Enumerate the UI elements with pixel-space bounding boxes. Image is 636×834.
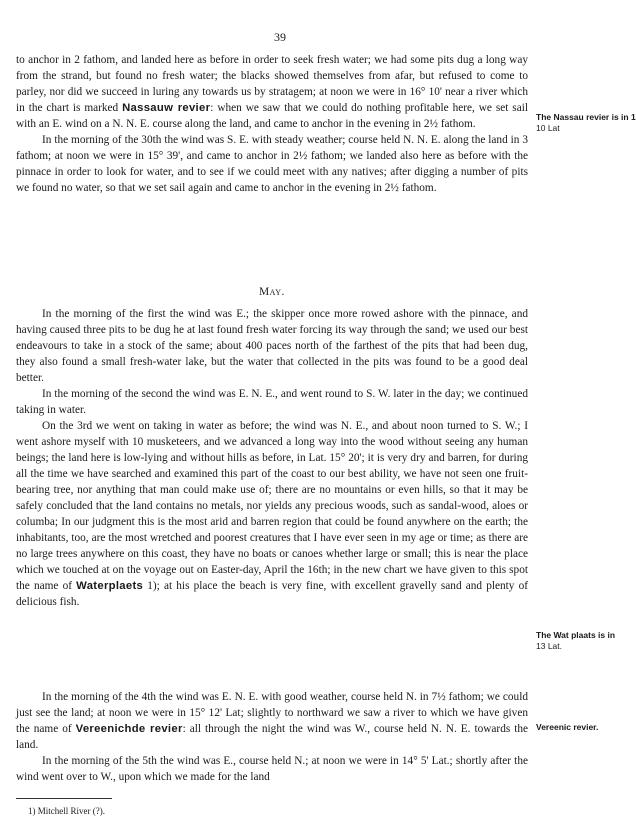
margin-note-waterplaats: The Wat plaats is in 13 Lat. [536, 630, 616, 651]
paragraph-4: In the morning of the second the wind was E. N. E., and went round to S. W. later in the day; we continued taking in water. [16, 388, 528, 416]
paragraph-7: In the morning of the 5th the wind was E., course held N.; at noon we were in 14° 5' Lat.; shortly after the wind went over to W., upon which we made for the land [16, 755, 528, 783]
paragraph-2: In the morning of the 30th the wind was S. E. with steady weather; course held N. N. E. along the land in 3 fathom; at noon we were in 15° 39', and came to anchor in 2½ fathom; we landed also here as before with the pinnace in order to look for water, and to see if we could meet with any natives; after digging a number of pits we found no water, so that we set sail again and came to anchor in the evening in 2½ fathom. [16, 134, 528, 194]
footnote: 1) Mitchell River (?). [28, 806, 105, 816]
paragraph-5: On the 3rd we went on taking in water as before; the wind was N. E., and about noon turned to S. W.; I went ashore myself with 10 musketeers, and we advanced a long way into the wood without seeing any human beings; the land here is low-lying and without hills as before, in Lat. 15° 20'; it is very dry and barren, for during all the time we have searched and examined this part of the coast to our best ability, we have not seen one fruit-bearing tree, nor anything that man could make use of; there are no mountains or even hills, so that it may be safely concluded that the land contains no metals, nor yields any precious woods, such as sandal-wood, aloes or columba; In our judgment this is the most arid and barren region that could be found anywhere on the earth; the inhabitants, too, are the most wretched and poorest creatures that I have ever seen in my age or time; as there are no large trees anywhere on this coast, they have no boats or canoes whether large or small; this is near the place which we touched at on the voyage out on Easter-day, April the 16th; in the new chart we have given to this spot the name of Waterplaets 1); at his place the beach is very fine, with excellent gravelly sand and plenty of delicious fish. [16, 420, 529, 608]
paragraph-1: to anchor in 2 fathom, and landed here as before in order to seek fresh water; we had some pits dug a long way from the strand, but found no fresh water; the blacks showed themselves from afar, but refused to come to parley, nor did we succeed in luring any towards us by stratagem; at noon we were in 16° 10' near a river which in the chart is marked Nassauw revier: when we saw that we could do nothing profitable here, we set sail with an E. wind on a N. N. E. course along the land, and came to anchor in the evening in 2½ fathom. [16, 54, 528, 130]
text-block-may [16, 306, 528, 610]
text-block-top [16, 52, 528, 196]
footnote-rule [16, 798, 112, 799]
place-name-vereenichde: Vereenichde revier [75, 723, 183, 735]
place-name-nassauw: Nassauw revier [122, 102, 211, 114]
page-number: 39 [274, 30, 286, 44]
margin-note-vereenic: Vereenic revier. [536, 722, 599, 732]
margin-note-nassau: The Nassau revier is in 1 10 Lat [536, 112, 636, 133]
section-heading-may: May. [259, 286, 285, 298]
text-block-bottom [16, 689, 528, 785]
paragraph-6: In the morning of the 4th the wind was E. N. E. with good weather, course held N. in 7½ fathom; we could just see the land; at noon we were in 15° 12' Lat; slightly to northward we saw a river to which we have given the name of Vereenichde revier: all through the night the wind was W., course held N. N. E. towards the land. [16, 691, 529, 751]
paragraph-3: In the morning of the first the wind was E.; the skipper once more rowed ashore with the pinnace, and having caused three pits to be dug he at last found fresh water forcing its way through the sand; we used our best endeavours to take in a stock of the same; about 400 paces north of the farthest of the pits that had been dug, they also found a small fresh-water lake, but the water that collected in the pits was found to be a good deal better. [16, 308, 528, 384]
place-name-waterplaets: Waterplaets [76, 580, 144, 592]
